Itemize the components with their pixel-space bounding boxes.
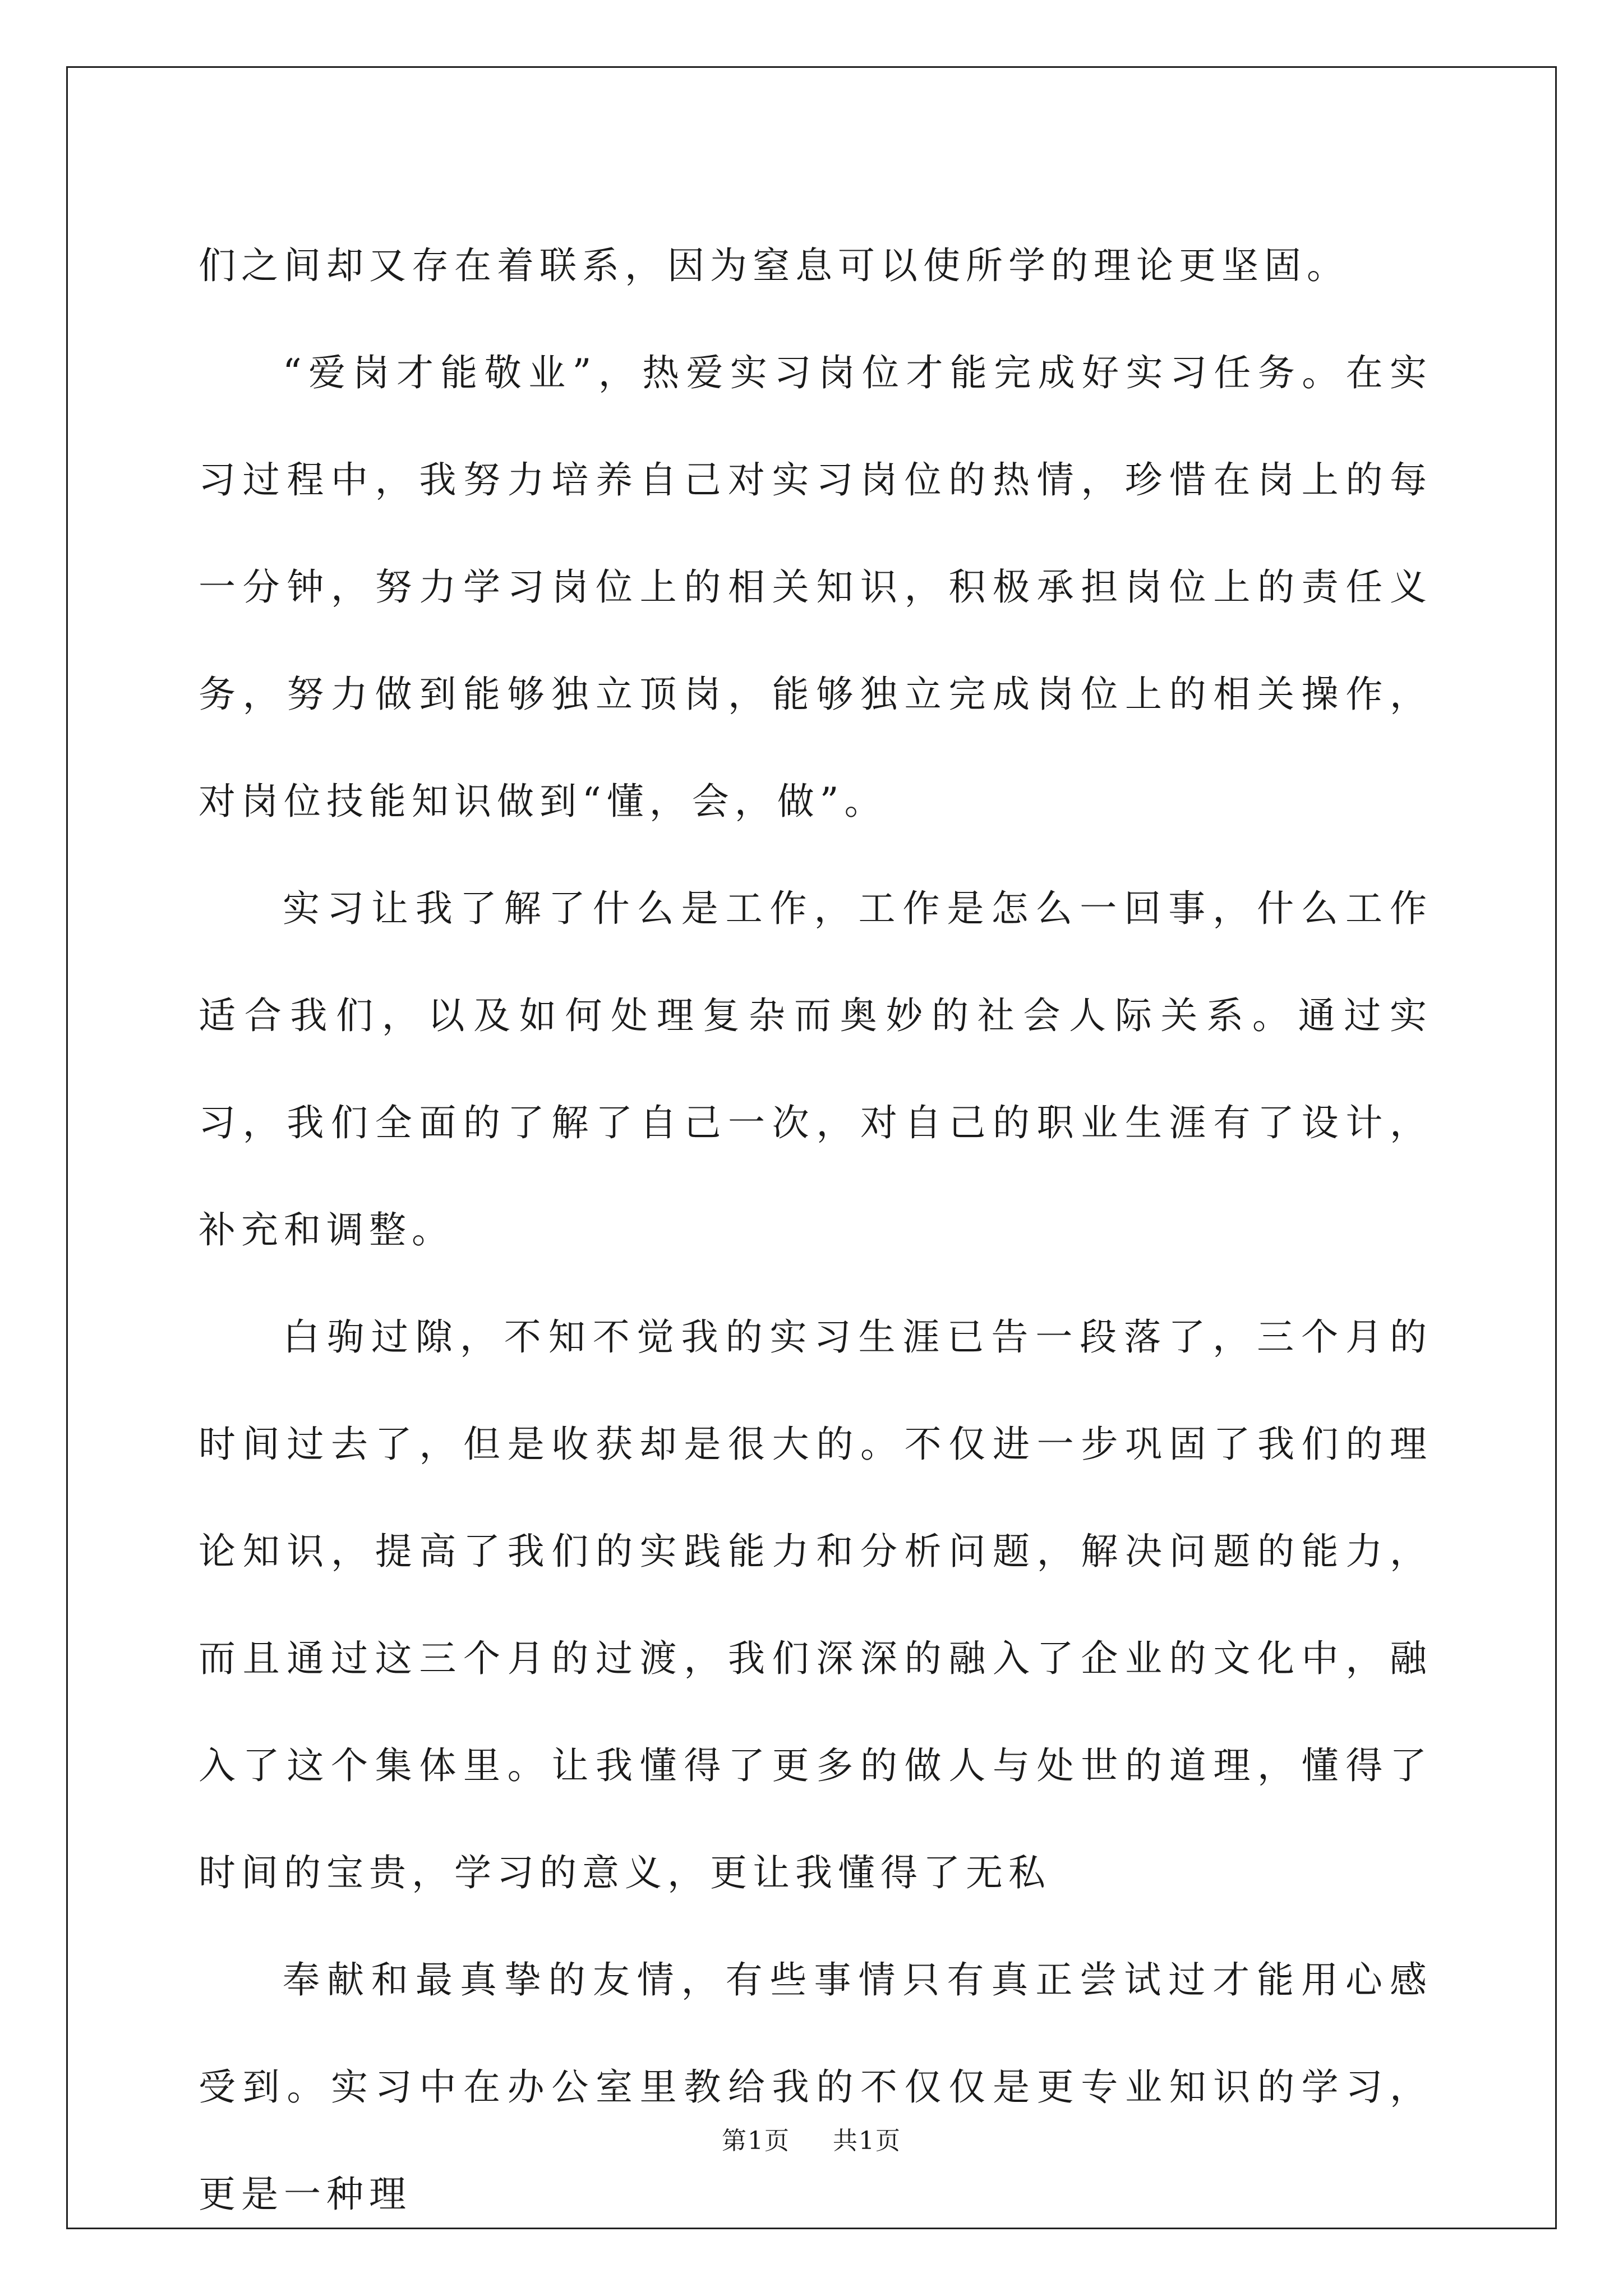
page-total: 共1页 bbox=[833, 2127, 901, 2155]
paragraph-5: 奉献和最真挚的友情，有些事情只有真正尝试过才能用心感受到。实习中在办公室里教给我的不仅仅是更专业知识的学习，更是一种理 bbox=[199, 1958, 1432, 2216]
document-body bbox=[199, 212, 1432, 2248]
paragraph-3: 实习让我了解了什么是工作，工作是怎么一回事，什么工作适合我们，以及如何处理复杂而奥妙的社会人际关系。通过实习，我们全面的了解了自己一次，对自己的职业生涯有了设计，补充和调整。 bbox=[199, 887, 1432, 1251]
paragraph-2: “爱岗才能敬业”，热爱实习岗位才能完成好实习任务。在实习过程中，我努力培养自己对实习岗位的热情，珍惜在岗上的每一分钟，努力学习岗位上的相关知识，积极承担岗位上的责任义务，努力做到能够独立顶岗，能够独立完成岗位上的相关操作，对岗位技能知识做到“懂，会，做”。 bbox=[199, 351, 1432, 823]
page-footer bbox=[0, 2120, 1623, 2156]
paragraph-4: 白驹过隙，不知不觉我的实习生涯已告一段落了，三个月的时间过去了，但是收获却是很大的。不仅进一步巩固了我们的理论知识，提高了我们的实践能力和分析问题，解决问题的能力，而且通过这三个月的过渡，我们深深的融入了企业的文化中，融入了这个集体里。让我懂得了更多的做人与处世的道理，懂得了时间的宝贵，学习的意义，更让我懂得了无私 bbox=[199, 1315, 1432, 1894]
page-number: 第1页 bbox=[722, 2127, 790, 2155]
paragraph-1: 们之间却又存在着联系，因为窒息可以使所学的理论更坚固。 bbox=[199, 244, 1349, 287]
